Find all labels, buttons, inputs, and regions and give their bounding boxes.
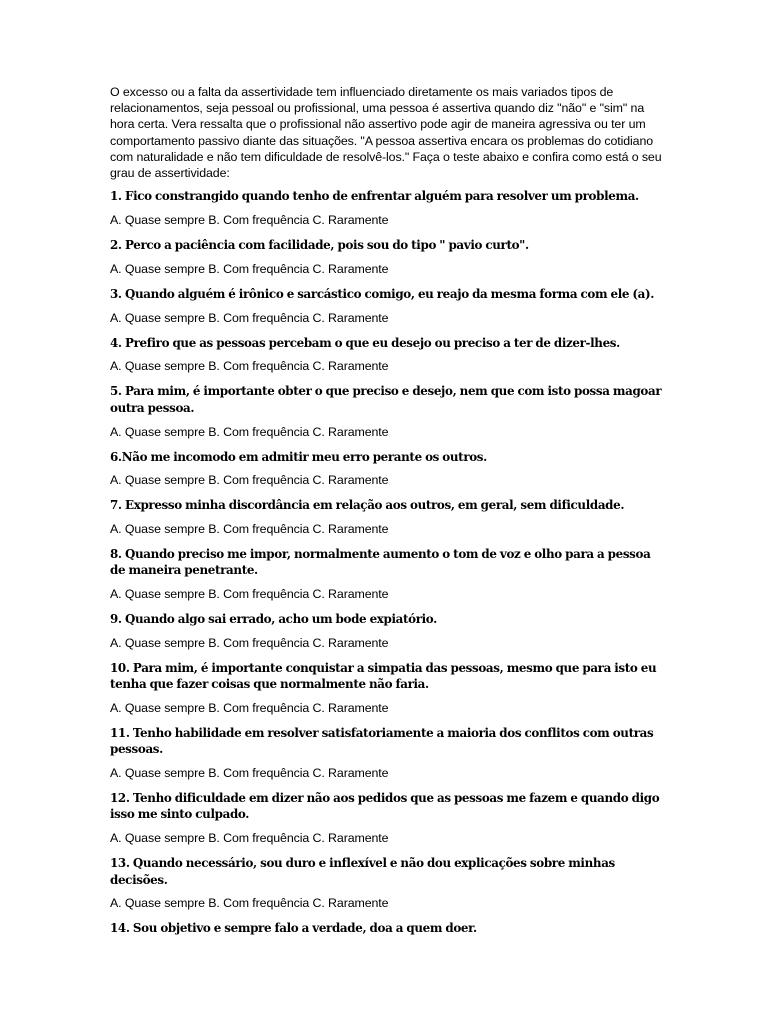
answer-options-4: A. Quase sempre B. Com frequência C. Raramente	[110, 359, 389, 374]
answer-options-10: A. Quase sempre B. Com frequência C. Raramente	[110, 701, 389, 716]
answer-options-6: A. Quase sempre B. Com frequência C. Raramente	[110, 473, 389, 488]
answer-options-2: A. Quase sempre B. Com frequência C. Raramente	[110, 261, 389, 276]
question-3: 3. Quando alguém é irônico e sarcástico comigo, eu reajo da mesma forma com ele (a).	[110, 286, 655, 301]
answer-options-7: A. Quase sempre B. Com frequência C. Raramente	[110, 522, 389, 537]
question-1: 1. Fico constrangido quando tenho de enfrentar alguém para resolver um problema.	[110, 189, 639, 204]
question-4: 4. Prefiro que as pessoas percebam o que eu desejo ou preciso a ter de dizer-lhes.	[110, 335, 620, 350]
document-page	[110, 84, 662, 944]
answer-options-5: A. Quase sempre B. Com frequência C. Raramente	[110, 424, 389, 439]
question-list	[110, 188, 662, 936]
question-8: 8. Quando preciso me impor, normalmente aumento o tom de voz e olho para a pessoa de maneira penetrante.	[110, 547, 651, 578]
question-2: 2. Perco a paciência com facilidade, pois sou do tipo " pavio curto".	[110, 238, 529, 253]
answer-options-8: A. Quase sempre B. Com frequência C. Raramente	[110, 587, 389, 602]
question-12: 12. Tenho dificuldade em dizer não aos pedidos que as pessoas me fazem e quando digo isso me sinto culpado.	[110, 791, 660, 822]
answer-options-11: A. Quase sempre B. Com frequência C. Raramente	[110, 766, 389, 781]
answer-options-1: A. Quase sempre B. Com frequência C. Raramente	[110, 213, 389, 228]
question-13: 13. Quando necessário, sou duro e inflexível e não dou explicações sobre minhas decisões.	[110, 856, 615, 887]
question-10: 10. Para mim, é importante conquistar a simpatia das pessoas, mesmo que para isto eu tenha que fazer coisas que normalmente não faria.	[110, 660, 657, 692]
answer-options-13: A. Quase sempre B. Com frequência C. Raramente	[110, 896, 389, 911]
question-9: 9. Quando algo sai errado, acho um bode expiatório.	[110, 612, 437, 627]
question-5: 5. Para mim, é importante obter o que preciso e desejo, nem que com isto possa magoar outra pessoa.	[110, 384, 662, 415]
answer-options-3: A. Quase sempre B. Com frequência C. Raramente	[110, 310, 389, 325]
intro-paragraph: O excesso ou a falta da assertividade tem influenciado diretamente os mais variados tipos de relacionamentos, seja pessoal ou profissional, uma pessoa é assertiva quando diz "não" e "sim" na hora certa. Vera ressalta que o profissional não assertivo pode agir de maneira agressiva ou ter um comportamento passivo diante das situações. "A pessoa assertiva encara os problemas do cotidiano com naturalidade e não tem dificuldade de resolvê-los." Faça o teste abaixo e confira como está o seu grau de assertividade:	[110, 85, 662, 181]
question-11: 11. Tenho habilidade em resolver satisfatoriamente a maioria dos conflitos com outras pessoas.	[110, 726, 654, 757]
question-14: 14. Sou objetivo e sempre falo a verdade, doa a quem doer.	[110, 921, 477, 936]
question-7: 7. Expresso minha discordância em relação aos outros, em geral, sem dificuldade.	[110, 498, 625, 513]
answer-options-9: A. Quase sempre B. Com frequência C. Raramente	[110, 635, 389, 650]
answer-options-12: A. Quase sempre B. Com frequência C. Raramente	[110, 831, 389, 846]
question-6: 6.Não me incomodo em admitir meu erro perante os outros.	[110, 449, 487, 464]
